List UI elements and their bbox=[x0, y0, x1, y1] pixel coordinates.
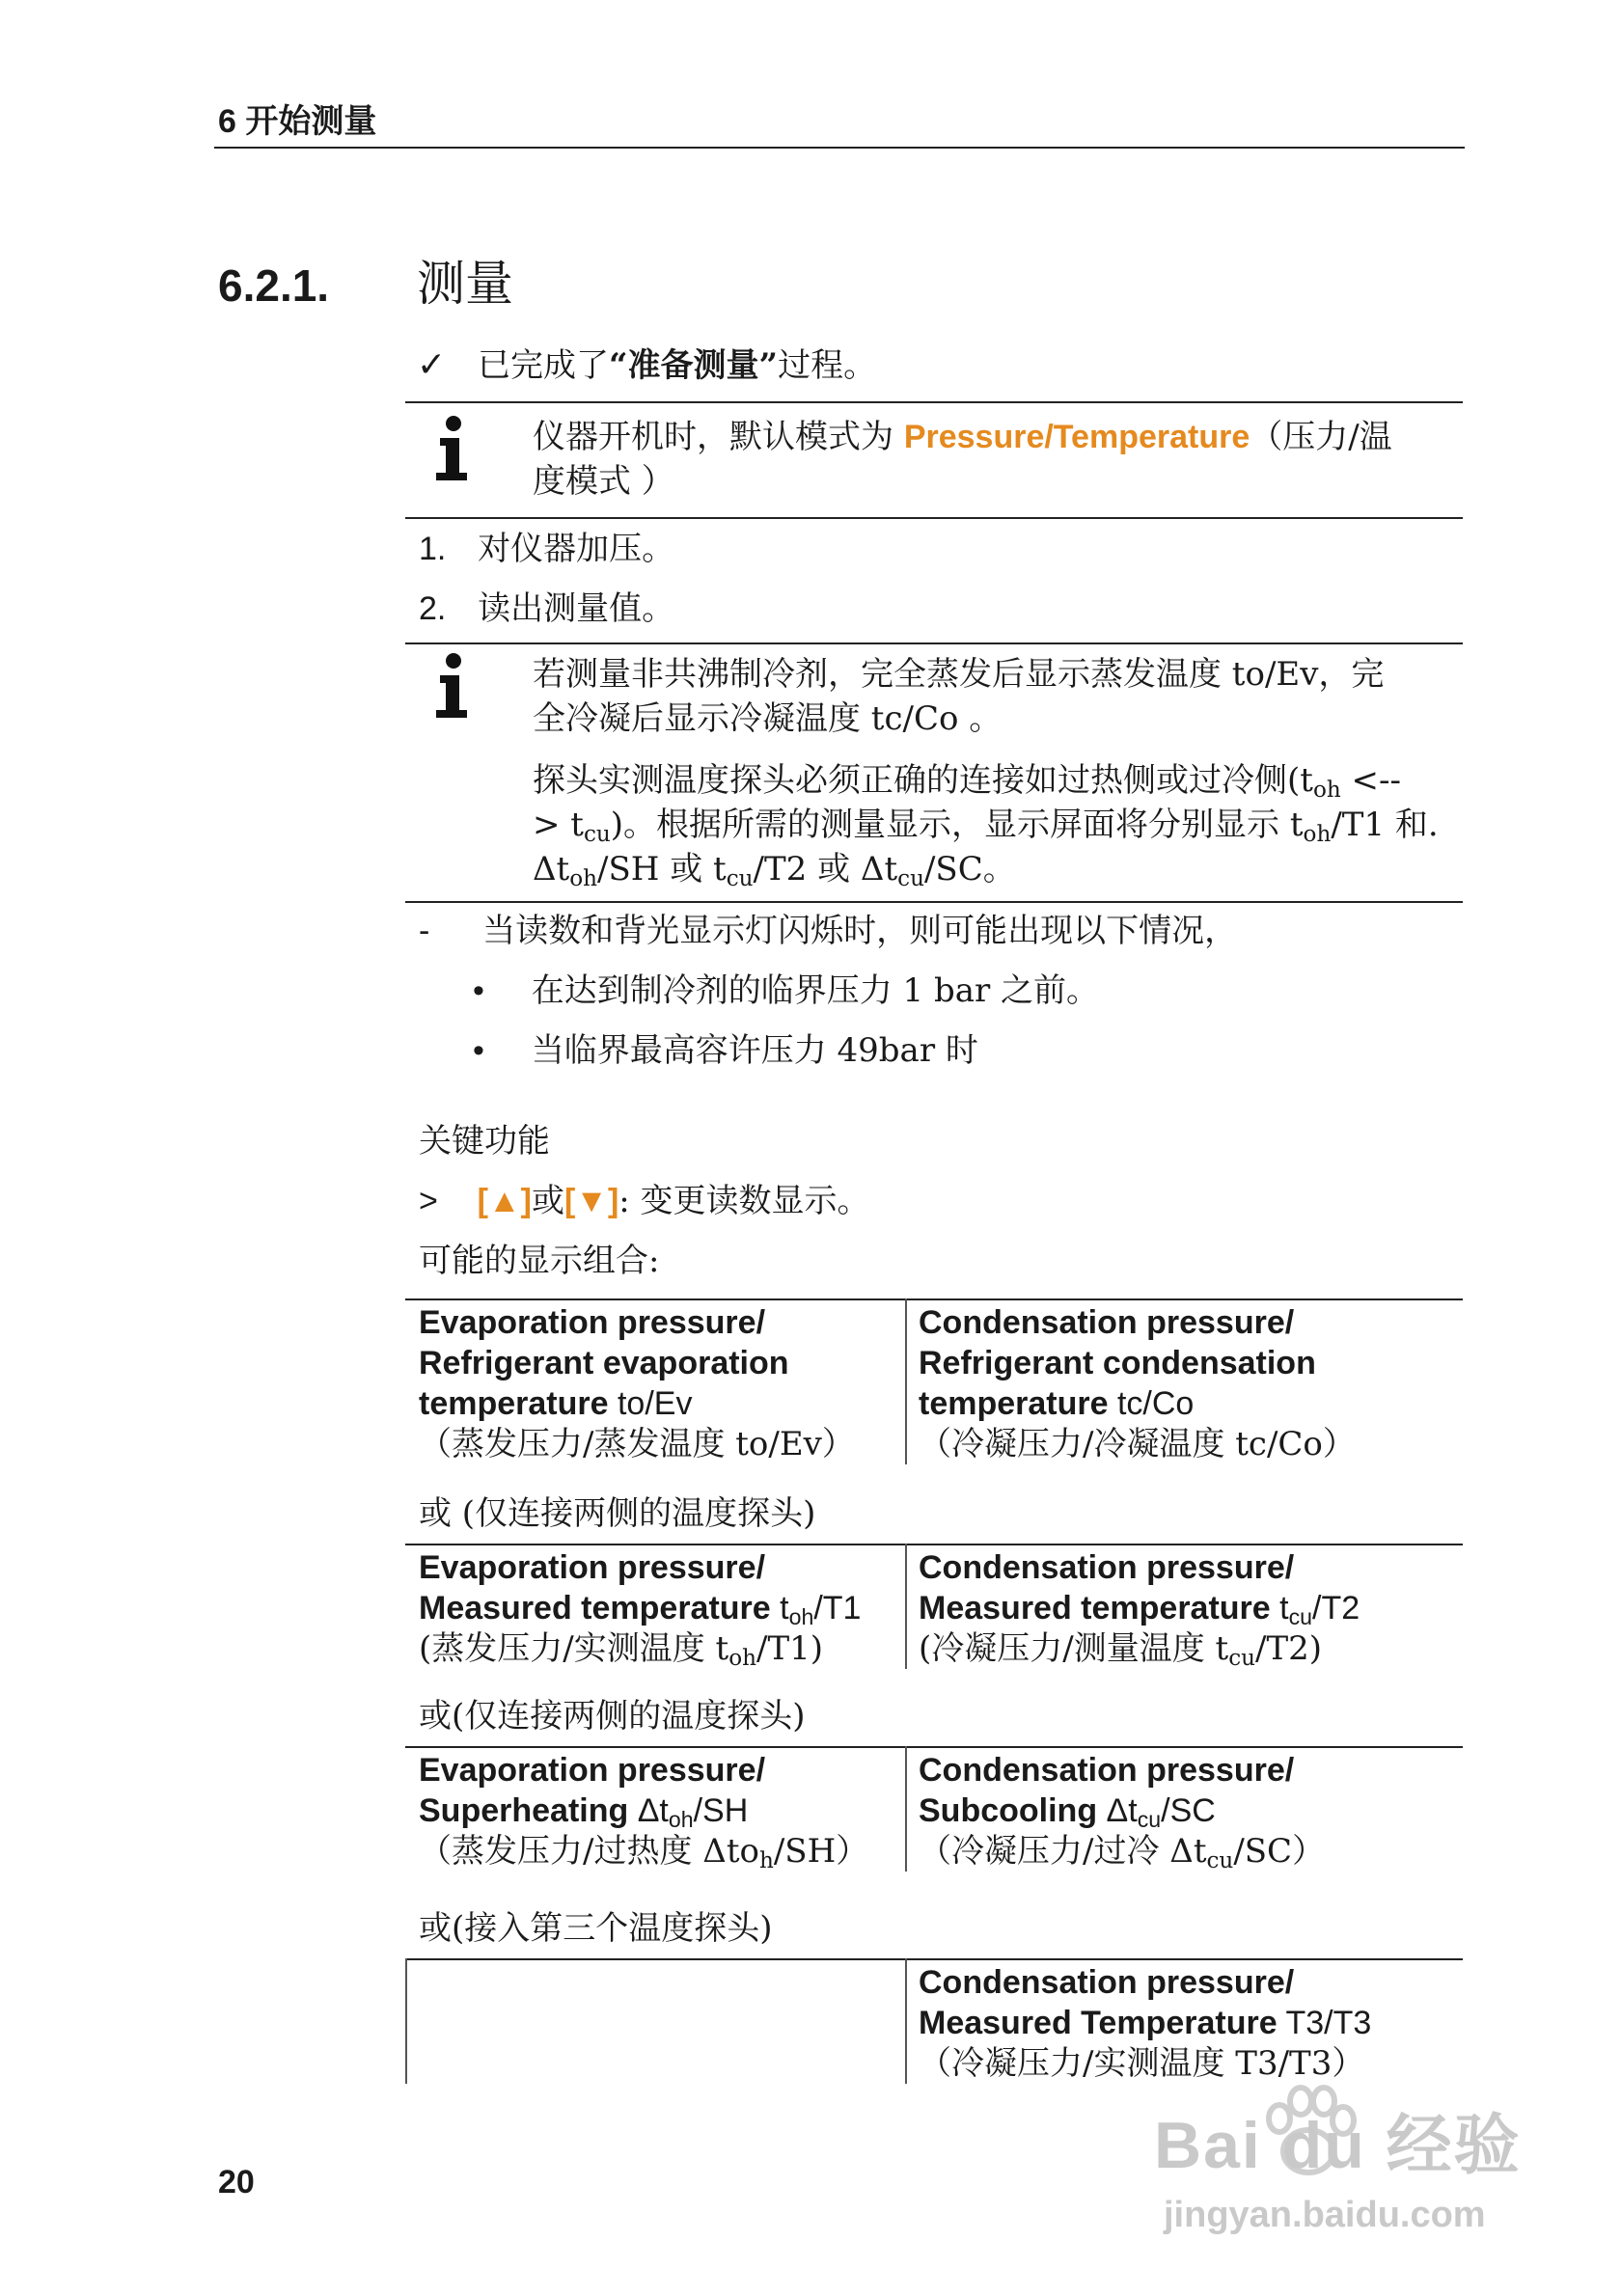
chapter-header: 6 开始测量 bbox=[218, 103, 377, 140]
combo-cell-evap-refrig: Evaporation pressure/ Refrigerant evaporation temperature to/Ev （蒸发压力/蒸发温度 to/Ev） bbox=[419, 1304, 855, 1463]
bullet-text-1: 在达到制冷剂的临界压力 1 bar 之前。 bbox=[531, 971, 1100, 1010]
g1-rule bbox=[405, 1298, 1463, 1300]
combo-cell-cond-subcool: Condensation pressure/ Subcooling $\Delta t_{cu}/SC$ （冷凝压力/过冷 $\Delta t_{cu}/SC$） bbox=[919, 1752, 1326, 1873]
precondition-pre: 已完成了 bbox=[477, 346, 609, 385]
list-item bbox=[473, 969, 1099, 1013]
combo-cell-evap-measured: Evaporation pressure/ Measured temperature $t_{oh}/T1$ (蒸发压力/实测温度 $t_{oh}/T1$) bbox=[419, 1549, 862, 1671]
section-title: 测量 bbox=[417, 256, 513, 312]
note1-bottom-rule bbox=[405, 517, 1463, 519]
key-functions-heading: 关键功能 bbox=[419, 1122, 550, 1161]
step-2-text: 读出测量值。 bbox=[478, 589, 675, 628]
precondition-post: 过程。 bbox=[778, 346, 877, 385]
g4-divider bbox=[905, 1958, 907, 2084]
note1-top-rule bbox=[405, 401, 1463, 403]
note2-bottom-rule bbox=[405, 901, 1463, 903]
arrow-glyph: > bbox=[419, 1183, 438, 1219]
key-function-line bbox=[419, 1179, 870, 1223]
condition-text: 当读数和背光显示灯闪烁时，则可能出现以下情况， bbox=[482, 912, 1238, 950]
step-2-num: 2. bbox=[419, 590, 447, 627]
note2-text bbox=[533, 652, 1459, 891]
bullet-text-2: 当临界最高容许压力 49bar 时 bbox=[531, 1031, 978, 1070]
list-item bbox=[473, 1028, 978, 1073]
combo-cell-cond-measured: Condensation pressure/ Measured temperature $t_{cu}/T2$ (冷凝压力/测量温度 $t_{cu}/T2$) bbox=[919, 1549, 1360, 1671]
note2-p1-line2: 全冷凝后显示冷凝温度 tc/Co 。 bbox=[533, 699, 1003, 738]
step-1-text: 对仪器加压。 bbox=[478, 530, 675, 568]
g2-divider bbox=[905, 1544, 907, 1669]
step-1-num: 1. bbox=[419, 531, 447, 567]
combos-label: 可能的显示组合: bbox=[419, 1242, 660, 1280]
combo-cell-evap-superheat: Evaporation pressure/ Superheating $\Delta t_{oh}/SH$ （蒸发压力/过热度 Δto$_h$/SH） bbox=[419, 1752, 869, 1873]
info-icon bbox=[430, 415, 473, 482]
up-key: [▲] bbox=[477, 1183, 532, 1219]
g4-rule bbox=[405, 1958, 1463, 1960]
info-icon bbox=[430, 652, 473, 720]
note2-p2: 探头实测温度探头必须正确的连接如过热侧或过冷侧($t_{oh}$ <-- > $t_{cu}$)。根据所需的测量显示，显示屏面将分别显示 $t_{oh}/T1$ 和. $\Delta t_{oh}/SH$ 或 $t_{cu}/T2$ 或 $\Delta t_{cu}/SC$。 bbox=[533, 761, 1439, 891]
precondition bbox=[417, 342, 876, 388]
note1-post: （压力/温 bbox=[1250, 418, 1392, 456]
g3-rule bbox=[405, 1746, 1463, 1748]
combo-cell-cond-t3: Condensation pressure/ Measured Temperature T3/T3 （冷凝压力/实测温度 T3/T3） bbox=[919, 1964, 1372, 2083]
note2-p1-line1: 若测量非共沸制冷剂，完全蒸发后显示蒸发温度 to/Ev，完 bbox=[533, 655, 1385, 694]
condition bbox=[419, 909, 1237, 953]
header-rule bbox=[214, 147, 1465, 149]
mode-highlight: Pressure/Temperature bbox=[903, 419, 1250, 455]
down-key: [▼] bbox=[563, 1183, 619, 1219]
page-number: 20 bbox=[218, 2164, 255, 2200]
check-icon: ✓ bbox=[417, 344, 447, 384]
watermark-url: jingyan.baidu.com bbox=[1164, 2195, 1486, 2235]
note2-top-rule bbox=[405, 642, 1463, 644]
g2-rule bbox=[405, 1544, 1463, 1545]
watermark-brand: Bai du 经验 bbox=[1154, 2109, 1522, 2182]
note1-text bbox=[533, 415, 1459, 504]
note1-line2: 度模式 ） bbox=[533, 462, 674, 501]
bullet: • bbox=[473, 1032, 484, 1069]
g1-divider bbox=[905, 1298, 907, 1464]
bullet: • bbox=[473, 972, 484, 1009]
or-text: 或 bbox=[531, 1182, 564, 1220]
section-number: 6.2.1. bbox=[218, 260, 330, 311]
combo-cell-cond-refrig: Condensation pressure/ Refrigerant condensation temperature tc/Co （冷凝压力/冷凝温度 tc/Co） bbox=[919, 1304, 1356, 1463]
step-2 bbox=[419, 587, 674, 631]
or-label-1: 或 (仅连接两侧的温度探头) bbox=[419, 1494, 816, 1533]
key-desc: : 变更读数显示。 bbox=[618, 1182, 870, 1220]
precondition-bold: “准备测量” bbox=[608, 346, 779, 385]
note1-pre: 仪器开机时，默认模式为 bbox=[533, 418, 904, 456]
g4-divider-left bbox=[405, 1958, 407, 2084]
or-label-2: 或(仅连接两侧的温度探头) bbox=[419, 1697, 806, 1736]
or-label-3: 或(接入第三个温度探头) bbox=[419, 1909, 773, 1948]
dash: - bbox=[419, 913, 430, 949]
g3-divider bbox=[905, 1746, 907, 1872]
step-1 bbox=[419, 527, 674, 571]
